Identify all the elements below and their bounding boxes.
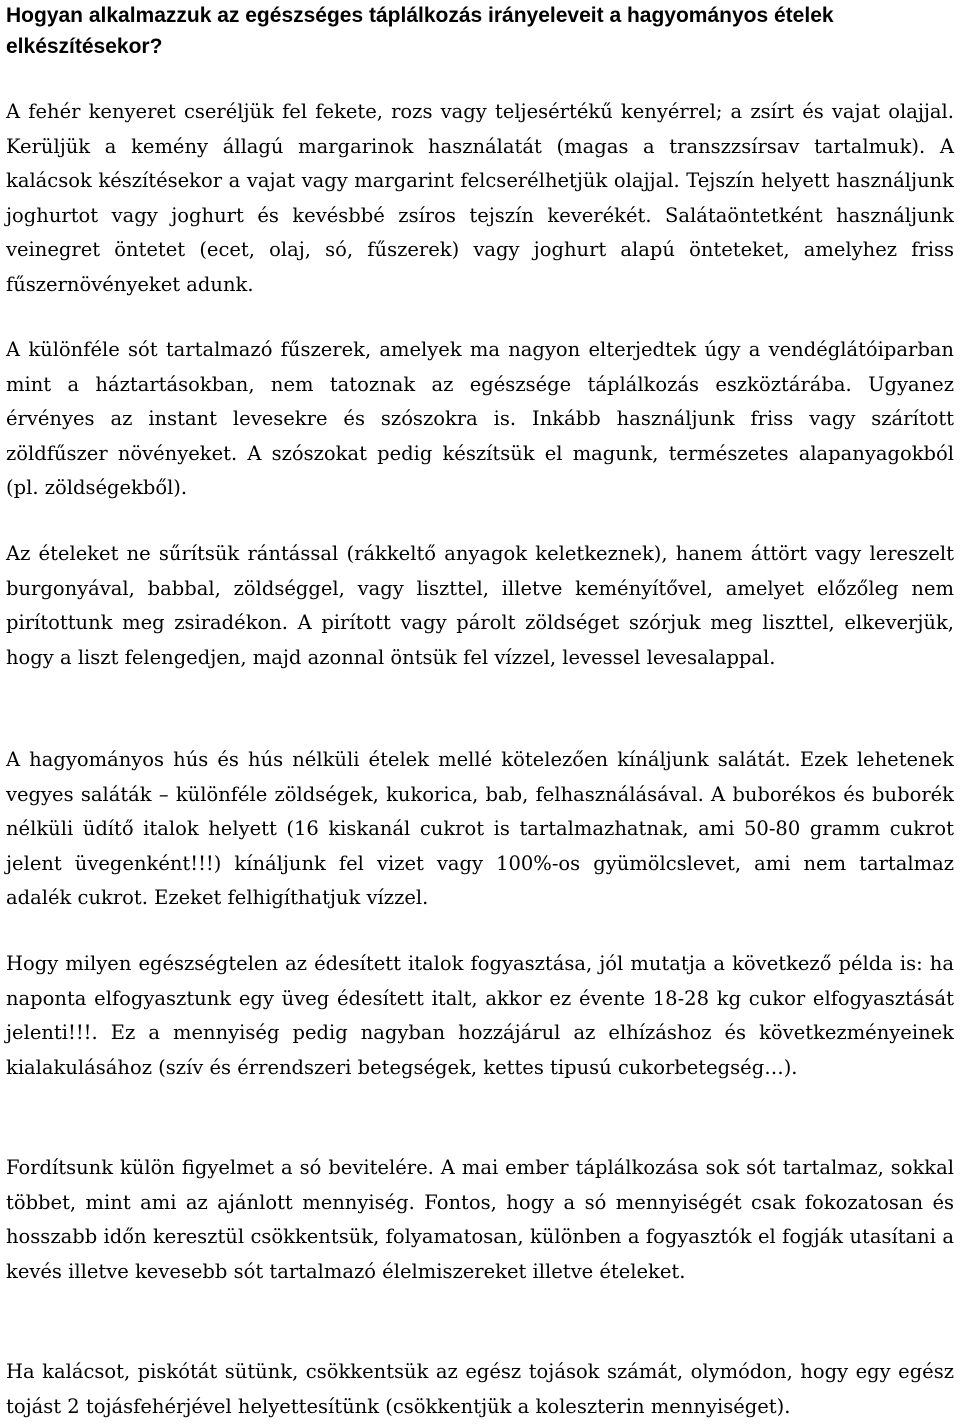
paragraph-bread-fats: A fehér kenyeret cseréljük fel fekete, rozs vagy teljesértékű kenyérrel; a zsírt és vajat olajjal. Kerüljük a kemény állagú margarinok használatát (magas a transzzsírsav tartalmuk). A kalácsok készítésekor a vajat vagy margarint felcserélhetjük olajjal. Tejszín helyett használjunk joghurtot vagy joghurt és kevésbbé zsíros tejszín keverékét. Salátaöntetként használjunk veinegret öntetet (ecet, olaj, só, fűszerek) vagy joghurt alapú önteteket, amelyhez friss fűszernövényeket adunk.	[6, 100, 954, 296]
document-title: Hogyan alkalmazzuk az egészséges táplálkozás irányeleveit a hagyományos ételek elkészítésekor?	[6, 4, 834, 58]
paragraph-sweetened-drinks: Hogy milyen egészségtelen az édesített italok fogyasztása, jól mutatja a következő példa is: ha naponta elfogyasztunk egy üveg édesített italt, akkor ez évente 18-28 kg cukor elfogyasztását jelenti!!!. Ez a mennyiség pedig nagyban hozzájárul az elhízáshoz és következményeinek kialakulásához (szív és érrendszeri betegségek, kettes tipusú cukorbetegség…).	[6, 952, 954, 1079]
paragraph-eggs: Ha kalácsot, piskótát sütünk, csökkentsük az egész tojások számát, olymódon, hogy egy egész tojást 2 tojásfehérjével helyettesítünk (csökkentjük a koleszterin mennyiséget).	[6, 1360, 954, 1418]
paragraph-salads-drinks: A hagyományos hús és hús nélküli ételek mellé kötelezően kínáljunk salátát. Ezek lehetenek vegyes saláták – különféle zöldségek, kukorica, bab, felhasználásával. A buborékos és buborék nélküli üdítő italok helyett (16 kiskanál cukrot is tartalmazhatnak, ami 50-80 gramm cukrot jelent üvegenként!!!) kínáljunk fel vizet vagy 100%-os gyümölcslevet, ami nem tartalmaz adalék cukrot. Ezeket felhigíthatjuk vízzel.	[6, 748, 954, 909]
paragraph-thickening: Az ételeket ne sűrítsük rántással (rákkeltő anyagok keletkeznek), hanem áttört vagy lereszelt burgonyával, babbal, zöldséggel, vagy liszttel, illetve keményítővel, amelyet előzőleg nem pirítottunk meg zsiradékon. A pirított vagy párolt zöldséget szórjuk meg liszttel, elkeverjük, hogy a liszt felengedjen, majd azonnal öntsük fel vízzel, levessel levesalappal.	[6, 542, 954, 669]
paragraph-salt-intake: Fordítsunk külön figyelmet a só bevitelére. A mai ember táplálkozása sok sót tartalmaz, sokkal többet, mint ami az ajánlott mennyiség. Fontos, hogy a só mennyiségét csak fokozatosan és hosszabb időn keresztül csökkentsük, folyamatosan, különben a fogyasztók el fogják utasítani a kevés illetve kevesebb sót tartalmazó élelmiszereket illetve ételeket.	[6, 1156, 954, 1283]
document-title-block	[6, 0, 954, 62]
paragraph-salty-spices: A különféle sót tartalmazó fűszerek, amelyek ma nagyon elterjedtek úgy a vendéglátóiparban mint a háztartásokban, nem tatoznak az egészsége táplálkozás eszköztárába. Ugyanez érvényes az instant levesekre és szószokra is. Inkább használjunk friss vagy szárított zöldfűszer növényeket. A szószokat pedig készítsük el magunk, természetes alapanyagokból (pl. zöldségekből).	[6, 338, 954, 499]
